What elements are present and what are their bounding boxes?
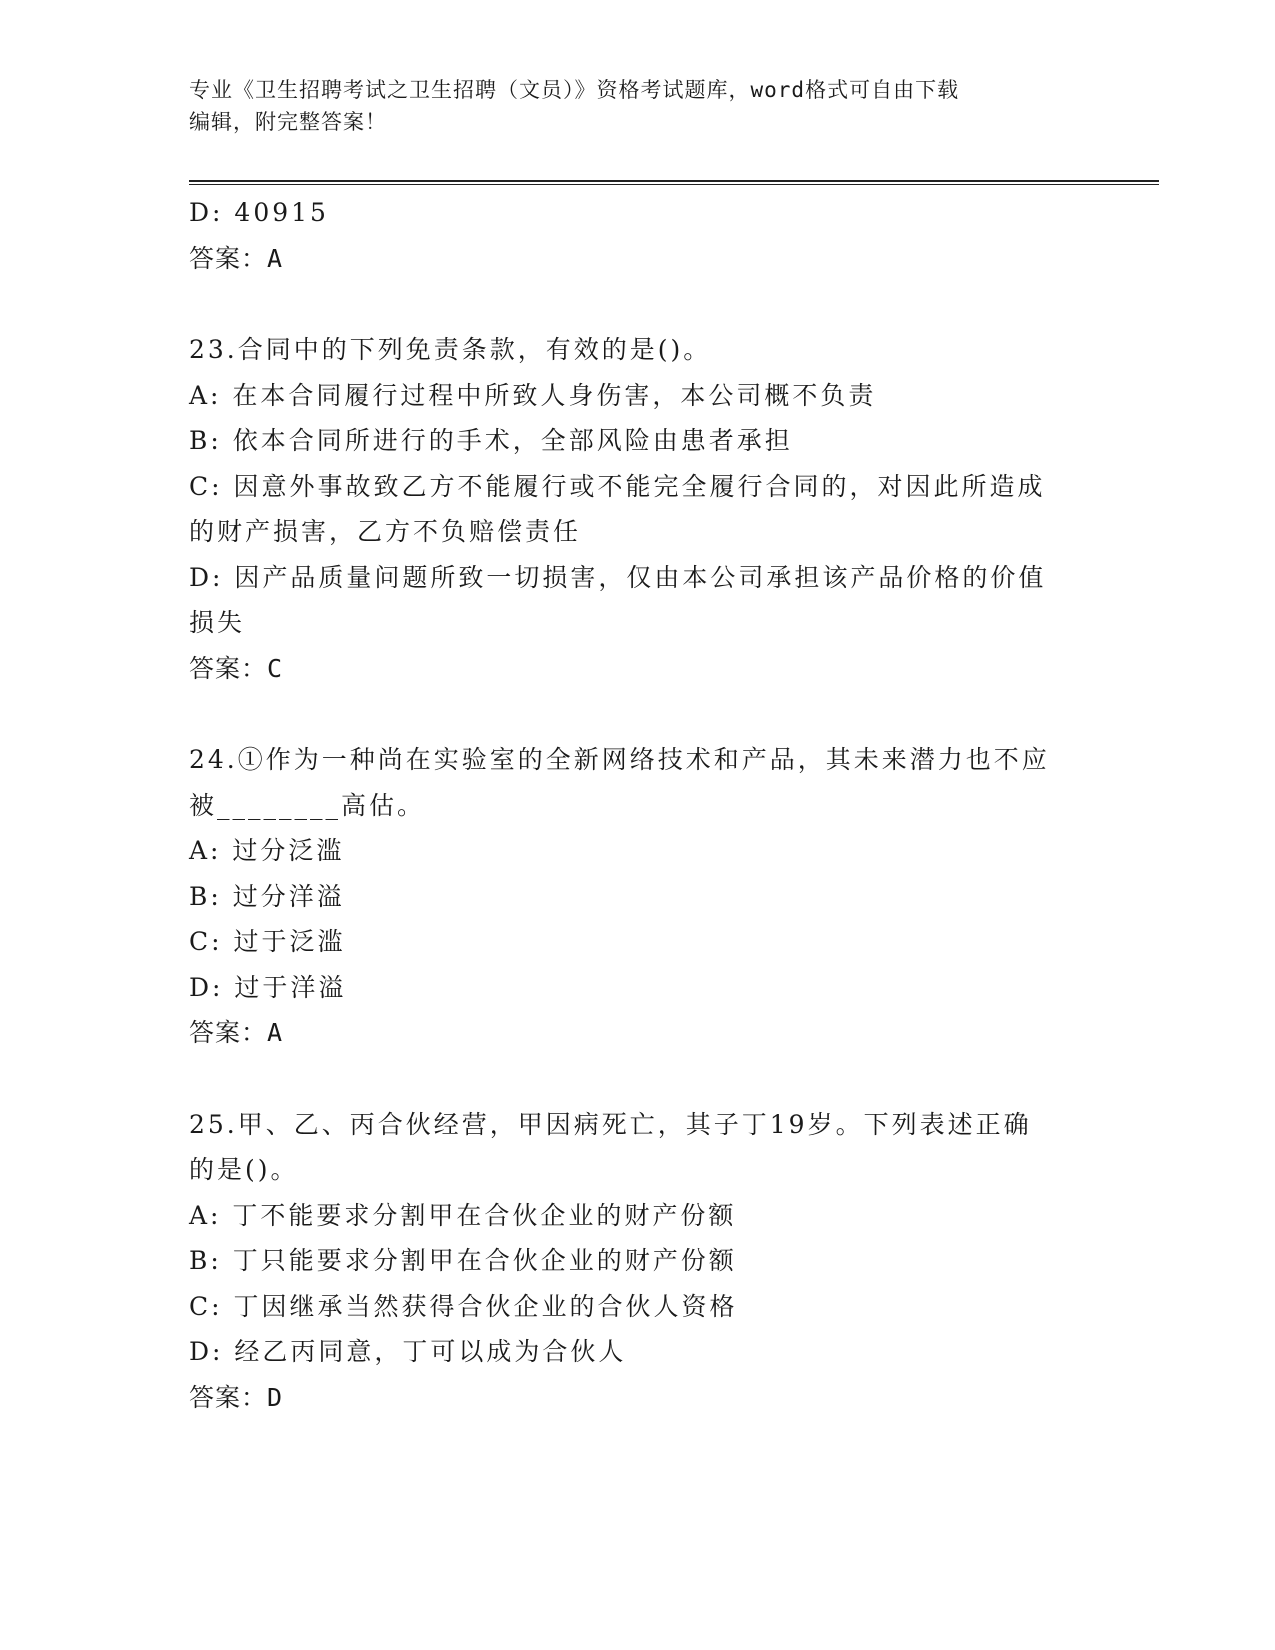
option-b: B: 过分洋溢: [189, 881, 345, 911]
header-divider-thick: [189, 180, 1159, 182]
spacer: [189, 1056, 1089, 1102]
header-divider-thin: [189, 184, 1159, 185]
option-a: A: 在本合同履行过程中所致人身伤害，本公司概不负责: [189, 380, 877, 410]
answer-line: 答案：A: [189, 243, 284, 273]
option-d: D: 40915: [189, 198, 329, 227]
option-c: C: 过于泛滥: [189, 927, 346, 956]
question-stem: 24.①作为一种尚在实验室的全新网络技术和产品，其未来潜力也不应: [189, 745, 1050, 774]
option-d: D: 经乙丙同意，丁可以成为合伙人: [189, 1337, 627, 1366]
option-d: D: 过于洋溢: [189, 972, 347, 1002]
option-c: C: 因意外事故致乙方不能履行或不能完全履行合同的，对因此所造成: [189, 471, 1046, 501]
option-b: B: 丁只能要求分割甲在合伙企业的财产份额: [189, 1246, 737, 1275]
prev-question-tail: [189, 190, 1089, 281]
option-c: C: 丁因继承当然获得合伙企业的合伙人资格: [189, 1291, 738, 1321]
page-header: [189, 74, 1089, 138]
answer-line: 答案：A: [189, 1018, 284, 1047]
question-24: [189, 737, 1089, 1056]
question-stem-continued: 的是()。: [189, 1155, 299, 1184]
header-line-2: 编辑，附完整答案！: [189, 110, 387, 134]
question-25: [189, 1102, 1089, 1421]
option-d: D: 因产品质量问题所致一切损害，仅由本公司承担该产品价格的价值: [189, 562, 1047, 592]
question-stem-continued: 被________高估。: [189, 790, 426, 820]
option-d-continued: 损失: [189, 608, 246, 637]
header-line-1: 专业《卫生招聘考试之卫生招聘（文员）》资格考试题库，word格式可自由下载: [189, 78, 960, 102]
answer-line: 答案：D: [189, 1382, 284, 1412]
answer-line: 答案：C: [189, 653, 284, 683]
question-stem: 25.甲、乙、丙合伙经营，甲因病死亡，其子丁19岁。下列表述正确: [189, 1109, 1032, 1139]
option-a: A: 丁不能要求分割甲在合伙企业的财产份额: [189, 1200, 737, 1230]
question-stem: 23.合同中的下列免责条款，有效的是()。: [189, 335, 712, 364]
question-23: [189, 327, 1089, 691]
question-content: [189, 190, 1089, 1420]
option-c-continued: 的财产损害，乙方不负赔偿责任: [189, 517, 582, 546]
option-a: A: 过分泛滥: [189, 836, 345, 865]
spacer: [189, 691, 1089, 737]
option-b: B: 依本合同所进行的手术，全部风险由患者承担: [189, 426, 793, 455]
spacer: [189, 281, 1089, 327]
